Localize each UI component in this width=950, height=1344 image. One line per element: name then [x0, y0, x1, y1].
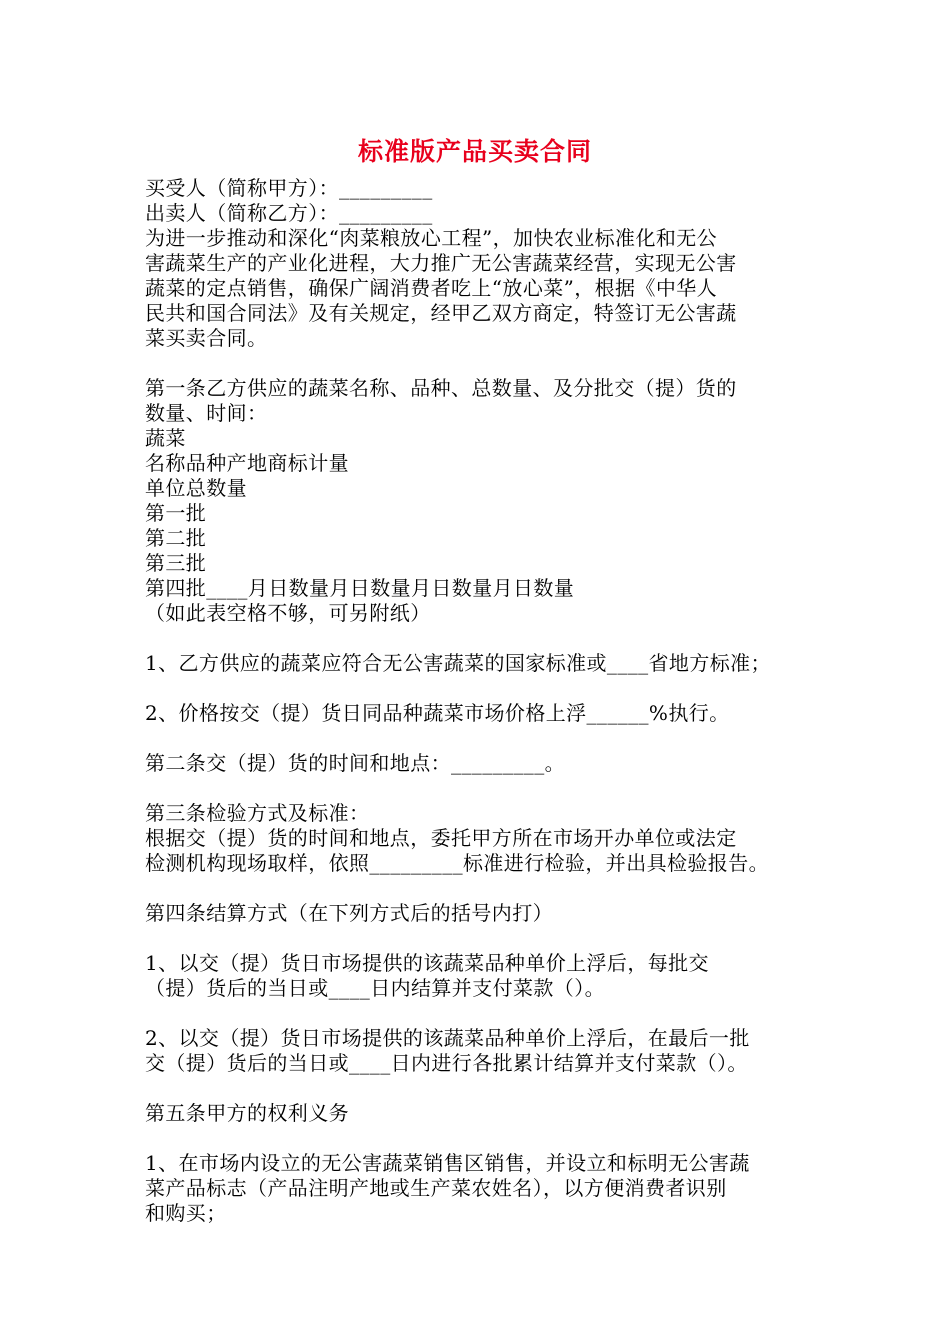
blank-line: [145, 726, 825, 751]
blank-line: [145, 776, 825, 801]
text-line: 2、价格按交（提）货日同品种蔬菜市场价格上浮______%执行。: [145, 701, 730, 725]
text-line: 名称品种产地商标计量: [145, 451, 349, 475]
text-line: 1、以交（提）货日市场提供的该蔬菜品种单价上浮后，每批交: [145, 951, 709, 975]
text-line: 和购买；: [145, 1201, 227, 1225]
text-line: 单位总数量: [145, 476, 247, 500]
document-title: 标准版产品买卖合同: [357, 137, 592, 166]
text-line: 根据交（提）货的时间和地点，委托甲方所在市场开办单位或法定: [145, 826, 737, 850]
text-line: 为进一步推动和深化“肉菜粮放心工程”，加快农业标准化和无公: [145, 226, 718, 250]
text-line: 数量、时间：: [145, 401, 268, 425]
text-line: 第一批: [145, 501, 207, 525]
text-line: 检测机构现场取样，依照_________标准进行检验，并出具检验报告。: [145, 851, 769, 875]
text-line: 第一条乙方供应的蔬菜名称、品种、总数量、及分批交（提）货的: [145, 376, 737, 400]
text-line: 买受人（简称甲方）：_________: [145, 176, 433, 200]
text-line: 交（提）货后的当日或____日内进行各批累计结算并支付菜款（）。: [145, 1051, 748, 1075]
text-line: 第四条结算方式（在下列方式后的括号内打）: [145, 901, 553, 925]
text-line: 蔬菜: [145, 426, 186, 450]
text-line: 第三条检验方式及标准：: [145, 801, 370, 825]
blank-line: [145, 676, 825, 701]
blank-line: [145, 1126, 825, 1151]
text-line: 第二条交（提）货的时间和地点：_________。: [145, 751, 565, 775]
text-line: 第四批____月日数量月日数量月日数量月日数量: [145, 576, 575, 600]
text-line: （提）货后的当日或____日内结算并支付菜款（）。: [145, 976, 605, 1000]
text-line: （如此表空格不够，可另附纸）: [145, 601, 431, 625]
blank-line: [145, 1001, 825, 1026]
text-line: 出卖人（简称乙方）：_________: [145, 201, 433, 225]
text-line: 第三批: [145, 551, 207, 575]
text-line: 菜买卖合同。: [145, 326, 268, 350]
text-line: 第二批: [145, 526, 207, 550]
text-line: 害蔬菜生产的产业化进程，大力推广无公害蔬菜经营，实现无公害: [145, 251, 737, 275]
text-line: 第五条甲方的权利义务: [145, 1101, 349, 1125]
text-line: 蔬菜的定点销售，确保广阔消费者吃上“放心菜”，根据《中华人: [145, 276, 718, 300]
document-body: [145, 176, 825, 1226]
blank-line: [145, 351, 825, 376]
text-line: 2、以交（提）货日市场提供的该蔬菜品种单价上浮后，在最后一批: [145, 1026, 750, 1050]
text-line: 民共和国合同法》及有关规定，经甲乙双方商定，特签订无公害蔬: [145, 301, 737, 325]
blank-line: [145, 1076, 825, 1101]
text-line: 1、乙方供应的蔬菜应符合无公害蔬菜的国家标准或____省地方标准；: [145, 651, 771, 675]
blank-line: [145, 876, 825, 901]
blank-line: [145, 626, 825, 651]
text-line: 菜产品标志（产品注明产地或生产菜农姓名），以方便消费者识别: [145, 1176, 727, 1200]
blank-line: [145, 926, 825, 951]
text-line: 1、在市场内设立的无公害蔬菜销售区销售，并设立和标明无公害蔬: [145, 1151, 750, 1175]
